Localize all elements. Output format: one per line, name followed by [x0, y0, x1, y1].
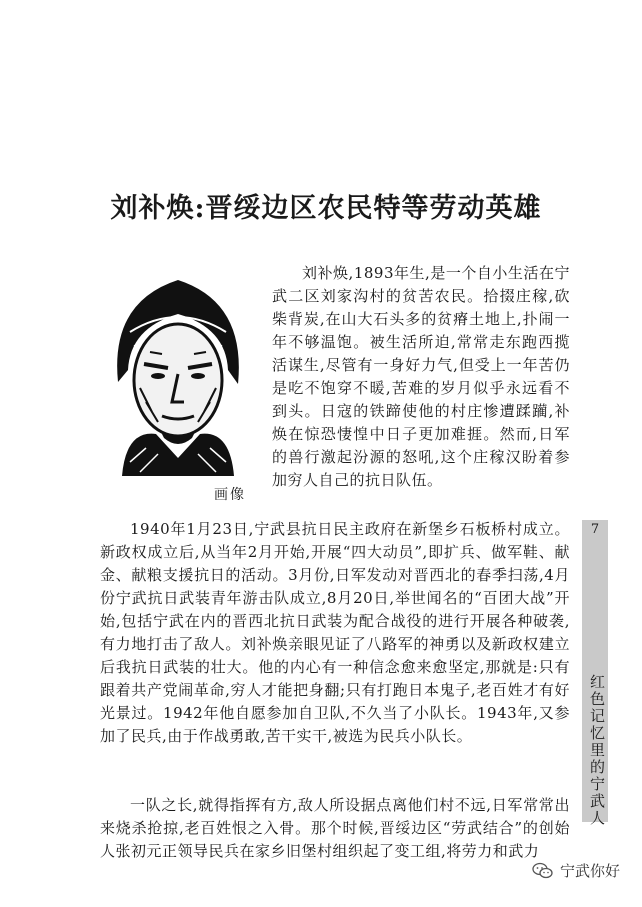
paragraph-1: 刘补焕,1893年生,是一个自小生活在宁武二区刘家沟村的贫苦农民。拾掇庄稼,砍柴背炭,在山大石头多的贫瘠土地上,扑闹一年不够温饱。被生活所迫,常常走东跑西揽活谋生,尽管有一身好力气,但受上一年苦仍是吃不饱穿不暖,苦难的岁月似乎永远看不到头。日寇的铁蹄使他的村庄惨遭蹂躏,补焕在惊恐悽惶中日子更加难捱。然而,日军的兽行激起汾源的怒吼,这个庄稼汉盼着参加穷人自己的抗日队伍。 [272, 264, 570, 489]
watermark [532, 860, 620, 881]
paragraph-2: 1940年1月23日,宁武县抗日民主政府在新堡乡石板桥村成立。新政权成立后,从当年2月开始,开展“四大动员”,即扩兵、做军鞋、献金、献粮支援抗日的活动。3月份,日军发动对晋西北的春季扫荡,4月份宁武抗日武装青年游击队成立,8月20日,举世闻名的“百团大战”开始,包括宁武在内的晋西北抗日武装为配合战役的进行开展各种破袭,有力地打击了敌人。刘补焕亲眼见证了八路军的神勇以及新政权建立后我抗日武装的壮大。他的内心有一种信念愈来愈坚定,那就是:只有跟着共产党闹革命,穷人才能把身翻;只有打跑日本鬼子,老百姓才有好光景过。1942年他自愿参加自卫队,不久当了小队长。1943年,又参加了民兵,由于作战勇敢,苦干实干,被选为民兵小队长。 [100, 520, 570, 745]
article-title: 刘补焕:晋绥边区农民特等劳动英雄 [110, 193, 542, 224]
wechat-icon [532, 862, 554, 880]
paragraph-3: 一队之长,就得指挥有方,敌人所设据点离他们村不远,日军常常出来烧杀抢掠,老百姓恨之入骨。那个时候,晋绥边区“劳武结合”的创始人张初元正领导民兵在家乡旧堡村组织起了变工组,将劳力和武力 [100, 796, 570, 860]
page-number: 7 [590, 522, 600, 537]
book-title-vertical: 红色记忆里的宁武人 [588, 674, 606, 827]
portrait-image [100, 262, 256, 476]
portrait-caption: 画像 [214, 487, 246, 503]
watermark-text: 宁武你好 [560, 862, 621, 880]
portrait-drawing [100, 262, 256, 476]
